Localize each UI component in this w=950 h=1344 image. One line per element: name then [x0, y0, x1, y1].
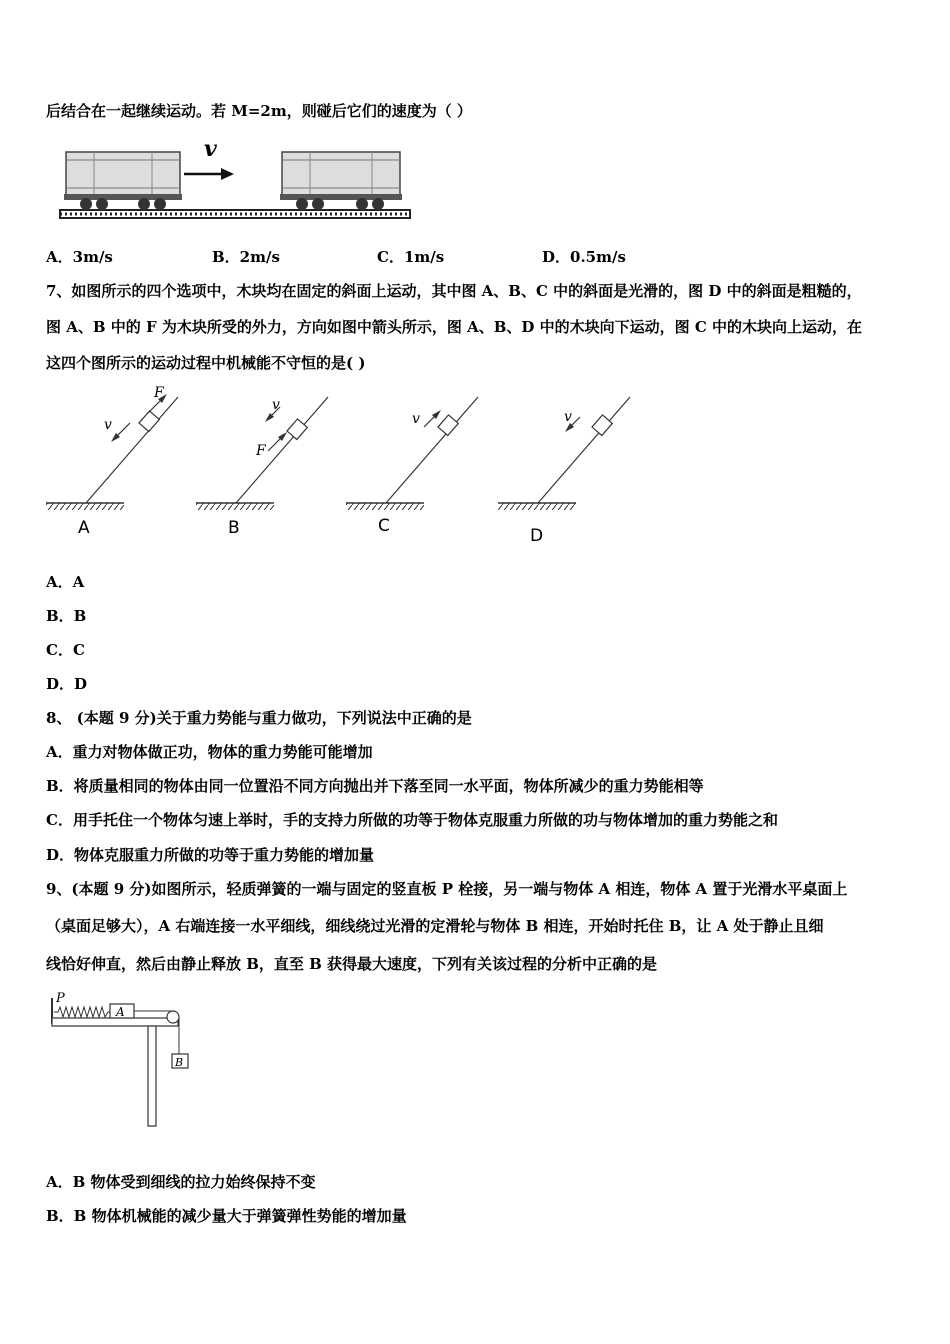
q7-stem-line-1: 7、如图所示的四个选项中，木块均在固定的斜面上运动，其中图 A、B、C 中的斜面是光滑的，图 D 中的斜面是粗糙的，	[46, 282, 862, 300]
q8-option-a: A．重力对物体做正功，物体的重力势能可能增加	[46, 743, 373, 761]
q9-block-a-label: A	[116, 1005, 125, 1019]
q7-label-c: C	[378, 516, 390, 536]
q7-figure-d	[498, 397, 630, 546]
q7-incline-figures	[40, 385, 660, 550]
q7-a-force-label: F	[154, 385, 164, 401]
q9-spring-pulley-figure	[44, 988, 204, 1133]
q7-c-velocity-label: v	[412, 411, 420, 427]
q7-b-velocity-label: v	[272, 397, 280, 413]
q6-option-b: B．2m/s	[212, 248, 280, 266]
q7-figure-a	[46, 385, 178, 538]
q7-stem-line-2: 图 A、B 中的 F 为木块所受的外力，方向如图中箭头所示，图 A、B、D 中的木块向下运动，图 C 中的木块向上运动，在	[46, 318, 863, 336]
q7-a-velocity-label: v	[104, 417, 112, 433]
q7-option-a: A．A	[46, 573, 85, 591]
q7-b-force-label: F	[256, 443, 266, 459]
q7-figure-c	[346, 397, 478, 536]
q7-d-velocity-label: v	[564, 409, 572, 425]
q6-option-a: A．3m/s	[46, 248, 113, 266]
q7-label-a: A	[78, 518, 90, 538]
q7-option-b: B．B	[46, 607, 87, 625]
q8-option-c: C．用手托住一个物体匀速上举时，手的支持力所做的功等于物体克服重力所做的功与物体增加的重力势能之和	[46, 811, 778, 829]
q9-block-b-label: B	[175, 1056, 184, 1069]
q9-stem-line-3: 线恰好伸直，然后由静止释放 B，直至 B 获得最大速度，下列有关该过程的分析中正确的是	[46, 955, 658, 973]
q6-option-c: C．1m/s	[377, 248, 445, 266]
q9-option-b: B．B 物体机械能的减少量大于弹簧弹性势能的增加量	[46, 1207, 407, 1225]
q6-velocity-label: v	[204, 136, 217, 162]
q7-option-d: D．D	[46, 675, 88, 693]
q6-railcar-figure	[58, 136, 418, 226]
q7-stem-line-3: 这四个图所示的运动过程中机械能不守恒的是( )	[46, 354, 366, 372]
q7-figure-b	[196, 397, 328, 538]
q6-option-d: D．0.5m/s	[542, 248, 626, 266]
q9-stem-line-2: （桌面足够大），A 右端连接一水平细线，细线绕过光滑的定滑轮与物体 B 相连，开始时托住 B，让 A 处于静止且细	[46, 917, 824, 935]
q9-option-a: A．B 物体受到细线的拉力始终保持不变	[46, 1173, 316, 1191]
q9-plate-label: P	[56, 991, 65, 1006]
q9-stem-line-1: 9、(本题 9 分)如图所示，轻质弹簧的一端与固定的竖直板 P 栓接，另一端与物体 A 相连，物体 A 置于光滑水平桌面上	[46, 880, 848, 898]
q7-label-b: B	[228, 518, 240, 538]
q8-stem: 8、 (本题 9 分)关于重力势能与重力做功，下列说法中正确的是	[46, 709, 472, 727]
q8-option-b: B．将质量相同的物体由同一位置沿不同方向抛出并下落至同一水平面，物体所减少的重力势能相等	[46, 777, 704, 795]
q7-label-d: D	[530, 526, 544, 546]
q7-option-c: C．C	[46, 641, 85, 659]
q6-stem-tail: 后结合在一起继续运动。若 M=2m，则碰后它们的速度为（ ）	[46, 102, 472, 120]
q8-option-d: D．物体克服重力所做的功等于重力势能的增加量	[46, 846, 375, 864]
